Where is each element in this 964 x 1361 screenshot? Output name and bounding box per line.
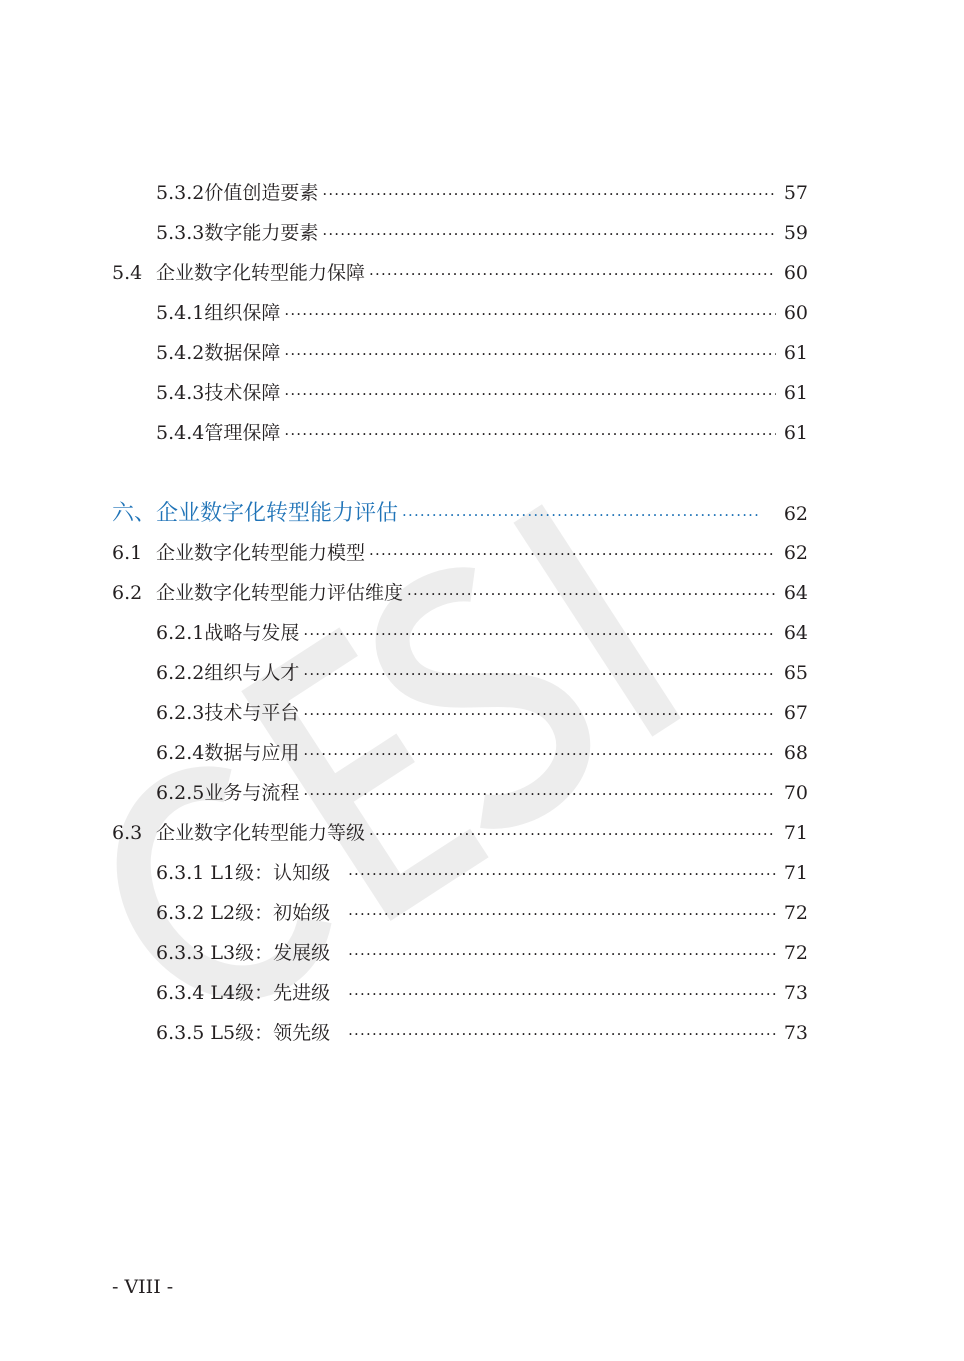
dot-leader — [284, 419, 776, 449]
dot-leader — [303, 739, 776, 769]
toc-page-number: 71 — [783, 822, 808, 844]
toc-page-number: 64 — [783, 622, 808, 644]
toc-entry-6-3-5[interactable] — [156, 1018, 808, 1048]
toc-label: 5.4.3技术保障 — [156, 382, 281, 404]
dot-leader — [348, 939, 776, 969]
dot-leader — [369, 539, 776, 569]
toc-page-number: 60 — [783, 262, 808, 284]
toc-entry-5-4-2[interactable] — [156, 338, 808, 368]
toc-entry-6-2-4[interactable] — [156, 738, 808, 768]
toc-entry-6-2-2[interactable] — [156, 658, 808, 688]
dot-leader — [284, 299, 776, 329]
toc-chapter-label: 六、企业数字化转型能力评估 — [112, 501, 399, 526]
toc-label: 企业数字化转型能力保障 — [156, 262, 366, 284]
dot-leader — [284, 339, 776, 369]
toc-entry-6-2-1[interactable] — [156, 618, 808, 648]
toc-label: 6.2.5业务与流程 — [156, 782, 300, 804]
toc-label: 企业数字化转型能力模型 — [156, 542, 366, 564]
toc-label: 5.3.3数字能力要素 — [156, 222, 319, 244]
toc-entry-6-3-4[interactable] — [156, 978, 808, 1008]
dot-leader — [402, 500, 760, 530]
toc-entry-6-1[interactable] — [112, 538, 808, 568]
toc-entry-5-4[interactable] — [112, 258, 808, 288]
toc-entry-6-2[interactable] — [112, 578, 808, 608]
toc-label: 6.3.3 L3级：发展级 — [156, 942, 331, 964]
toc-label: 5.4.4管理保障 — [156, 422, 281, 444]
dot-leader — [303, 619, 776, 649]
toc-label: 6.3.4 L4级：先进级 — [156, 982, 331, 1004]
dot-leader — [303, 659, 776, 689]
toc-page-number: 72 — [783, 942, 808, 964]
toc-label: 企业数字化转型能力等级 — [156, 822, 366, 844]
toc-label: 5.4.1组织保障 — [156, 302, 281, 324]
toc-entry-6-3-2[interactable] — [156, 898, 808, 928]
toc-entry-5-3-2[interactable] — [156, 178, 808, 208]
dot-leader — [284, 379, 776, 409]
toc-section-number: 6.3 — [112, 822, 143, 844]
dot-leader — [369, 819, 776, 849]
toc-page-number: 62 — [783, 542, 808, 564]
toc-page-number: 64 — [783, 582, 808, 604]
toc-page-number: 61 — [783, 342, 808, 364]
toc-page-number: 70 — [783, 782, 808, 804]
dot-leader — [322, 219, 776, 249]
toc-label: 5.3.2价值创造要素 — [156, 182, 319, 204]
toc-entry-5-4-3[interactable] — [156, 378, 808, 408]
toc-page-number: 61 — [783, 382, 808, 404]
toc-page-number: 62 — [783, 503, 808, 525]
toc-label: 6.2.3技术与平台 — [156, 702, 300, 724]
toc-section-number: 5.4 — [112, 262, 143, 284]
toc-label: 6.2.2组织与人才 — [156, 662, 300, 684]
toc-page-number: 67 — [783, 702, 808, 724]
toc-page-number: 60 — [783, 302, 808, 324]
toc-entry-6-3[interactable] — [112, 818, 808, 848]
toc-page-number: 73 — [783, 1022, 808, 1044]
toc-section-number: 6.2 — [112, 582, 143, 604]
dot-leader — [348, 899, 776, 929]
toc-section-number: 6.1 — [112, 542, 143, 564]
dot-leader — [348, 859, 776, 889]
toc-label: 5.4.2数据保障 — [156, 342, 281, 364]
toc-label: 6.3.1 L1级：认知级 — [156, 862, 331, 884]
toc-page-number: 72 — [783, 902, 808, 924]
dot-leader — [303, 779, 776, 809]
dot-leader — [348, 979, 776, 1009]
toc-page-number: 71 — [783, 862, 808, 884]
toc-entry-5-4-4[interactable] — [156, 418, 808, 448]
toc-label: 6.2.4数据与应用 — [156, 742, 300, 764]
toc-entry-6-3-3[interactable] — [156, 938, 808, 968]
dot-leader — [369, 259, 776, 289]
toc-entry-6-3-1[interactable] — [156, 858, 808, 888]
toc-chapter-6[interactable] — [112, 499, 808, 529]
page-folio: - VIII - — [112, 1276, 174, 1298]
toc-label: 6.3.2 L2级：初始级 — [156, 902, 331, 924]
toc-page-number: 59 — [783, 222, 808, 244]
toc-page-number: 73 — [783, 982, 808, 1004]
dot-leader — [322, 179, 776, 209]
toc-page-number: 68 — [783, 742, 808, 764]
toc-label: 6.2.1战略与发展 — [156, 622, 300, 644]
toc-entry-5-3-3[interactable] — [156, 218, 808, 248]
toc-label: 6.3.5 L5级：领先级 — [156, 1022, 331, 1044]
dot-leader — [348, 1019, 776, 1049]
toc-label: 企业数字化转型能力评估维度 — [156, 582, 404, 604]
toc-entry-5-4-1[interactable] — [156, 298, 808, 328]
toc-page-number: 61 — [783, 422, 808, 444]
dot-leader — [407, 579, 776, 609]
toc-page-number: 65 — [783, 662, 808, 684]
dot-leader — [303, 699, 776, 729]
toc-page-number: 57 — [783, 182, 808, 204]
toc-entry-6-2-3[interactable] — [156, 698, 808, 728]
toc-entry-6-2-5[interactable] — [156, 778, 808, 808]
